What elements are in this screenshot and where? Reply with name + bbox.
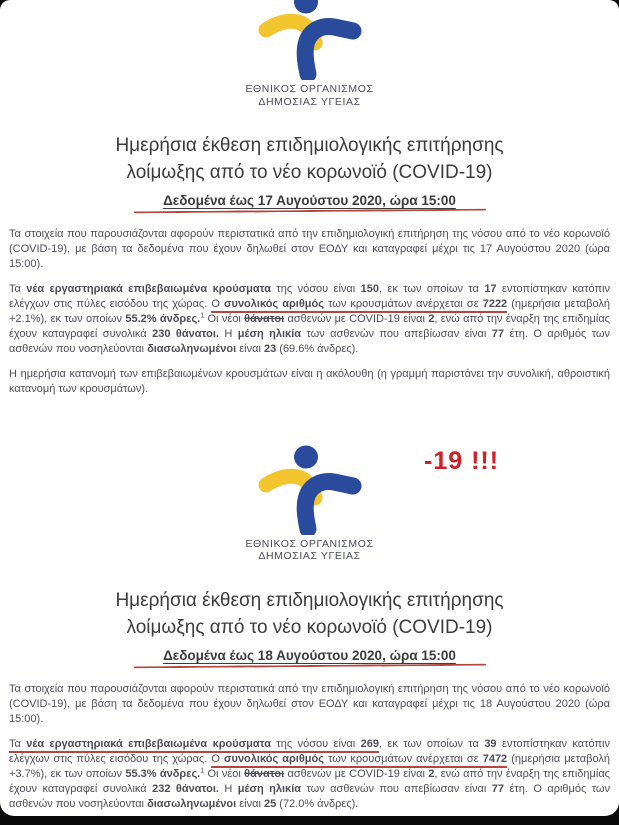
org-name [0, 538, 619, 563]
text-segment: Οι νέοι [204, 312, 245, 325]
text-segment: 25 [263, 797, 277, 810]
text-segment: θάνατοι [244, 767, 285, 780]
report-title-line1: Ημερήσια έκθεση επιδημιολογικής επιτήρησης [115, 589, 504, 611]
handwritten-annotation: -19 !!! [424, 446, 500, 475]
text-segment: Οι νέοι [204, 767, 245, 780]
eody-logo [0, 0, 619, 80]
text-segment: 269 [361, 738, 379, 753]
paragraph-statistics [9, 737, 610, 811]
text-segment: διασωληνωμένοι [147, 342, 237, 355]
paragraph-distribution [9, 367, 610, 397]
text-segment: 150 [360, 283, 379, 296]
text-segment: διασωληνωμένοι [147, 797, 237, 810]
text-segment: 55.3% άνδρες. [125, 767, 201, 780]
report-title [0, 587, 619, 641]
text-segment: Τα [9, 283, 27, 296]
text-segment: 7222 [483, 298, 507, 313]
org-name-line1: ΕΘΝΙΚΟΣ ΟΡΓΑΝΙΣΜΟΣ [245, 537, 374, 550]
text-segment: 39 [484, 738, 497, 751]
text-segment: Τα στοιχεία που παρουσιάζονται αφορούν περιστατικά από την επιδημιολογική επιτήρηση της νόσου από το νέο κορωνοϊό (COVID-19), με βάση τα δεδομένα που έχουν δηλωθεί στον ΕΟΔΥ και καταγραφεί μέχρι τις 18 Αυγούστου 2020 (ώρα 15:00). [9, 682, 610, 725]
report-title-line2: λοίμωξης από το νέο κορωνοϊό (COVID-19) [126, 162, 493, 183]
text-segment: 23 [263, 342, 277, 355]
report-18-aug [0, 443, 619, 811]
org-name-line1: ΕΘΝΙΚΟΣ ΟΡΓΑΝΙΣΜΟΣ [245, 83, 374, 95]
text-segment: συνολικός αριθμός [224, 753, 324, 768]
text-segment: εντοπίστηκαν κατόπιν ελέγχων στις πύλες εισόδου της χώρας. [9, 283, 610, 311]
text-segment: (ημερήσια μεταβολή +2.1%), εκ των οποίων [9, 298, 610, 325]
text-segment: Η ημερήσια κατανομή των επιβεβαιωμένων κρουσμάτων είναι η ακόλουθη (η γραμμή παριστάνει την συνολική, αθροιστική κατανομή των κρουσμάτων). [9, 368, 610, 396]
text-segment: (69.6% άνδρες). [276, 342, 359, 355]
eody-logo-icon [258, 443, 362, 535]
text-segment: νέα εργαστηριακά επιβεβαιωμένα κρούσματα [26, 738, 271, 753]
text-segment: Η [218, 782, 238, 795]
report-17-aug [0, 0, 619, 397]
report-subtitle: Δεδομένα έως 17 Αυγούστου 2020, ώρα 15:00 [163, 193, 456, 208]
text-segment: 230 θάνατοι. [152, 327, 219, 340]
text-segment: Η [218, 327, 238, 340]
text-segment: , ενώ από την έναρξη της επιδημίας έχουν καταγραφεί συνολικά [9, 767, 610, 795]
text-segment: Τα στοιχεία που παρουσιάζονται αφορούν περιστατικά από την επιδημιολογική επιτήρηση της νόσου από το νέο κορωνοϊό (COVID-19), με βάση τα δεδομένα που έχουν δηλωθεί στον ΕΟΔΥ και καταγραφεί μέχρι τις 17 Αυγούστου 2020 (ώρα 15:00). [9, 228, 610, 270]
report-title-line2: λοίμωξης από το νέο κορωνοϊό (COVID-19) [126, 616, 493, 638]
text-segment: , ενώ από την έναρξη της επιδημίας έχουν καταγραφεί συνολικά [9, 312, 610, 340]
text-segment: νέα εργαστηριακά επιβεβαιωμένα κρούσματα [26, 283, 272, 296]
text-segment: ασθενών με COVID-19 είναι [284, 312, 429, 325]
text-segment: 232 θάνατοι. [152, 782, 219, 795]
text-segment: είναι [236, 797, 264, 810]
text-segment: (72.0% άνδρες). [276, 797, 359, 810]
text-segment: , εκ των οποίων τα [378, 738, 485, 751]
report-title [0, 132, 619, 186]
text-segment: θάνατοι [244, 312, 285, 325]
red-underline-annotation [133, 209, 485, 214]
logo-head [294, 0, 318, 14]
text-segment: των κρουσμάτων ανέρχεται σε [324, 298, 483, 313]
text-segment: 2 [428, 312, 435, 325]
text-segment: εντοπίστηκαν κατόπιν ελέγχων στις πύλες εισόδου της χώρας. [9, 738, 610, 766]
text-segment: της νόσου είναι [271, 283, 361, 296]
org-name [0, 83, 619, 108]
text-segment: 17 [484, 283, 497, 296]
text-segment: 77 [491, 327, 505, 340]
text-segment: (ημερήσια μεταβολή +3.7%), εκ των οποίων [9, 753, 610, 780]
text-segment: 55.2% άνδρες. [125, 312, 201, 325]
text-segment: έτη. Ο αριθμός των ασθενών που νοσηλεύονται [9, 782, 611, 810]
text-segment: , εκ των οποίων τα [378, 283, 485, 296]
paragraph-intro [9, 682, 610, 726]
text-segment: 7472 [483, 753, 507, 768]
text-segment: των ασθενών που απεβίωσαν είναι [301, 782, 492, 795]
text-segment: Τα [9, 738, 26, 753]
logo-head [294, 445, 318, 468]
org-name-line2: ΔΗΜΟΣΙΑΣ ΥΓΕΙΑΣ [258, 95, 361, 108]
report-title-line1: Ημερήσια έκθεση επιδημιολογικής επιτήρησης [115, 135, 504, 156]
paragraph-statistics [9, 282, 610, 356]
text-segment: της νόσου είναι [271, 738, 361, 753]
text-segment: συνολικός αριθμός [224, 298, 324, 313]
text-segment: 2 [428, 767, 435, 780]
paragraph-intro [9, 227, 610, 271]
text-segment: είναι [236, 342, 264, 355]
text-segment: 1 [200, 312, 205, 320]
text-segment: Ο [211, 753, 224, 768]
eody-logo [0, 443, 619, 535]
report-subtitle: Δεδομένα έως 18 Αυγούστου 2020, ώρα 15:00 [163, 647, 456, 663]
text-segment: ασθενών με COVID-19 είναι [284, 767, 429, 780]
text-segment: των ασθενών που απεβίωσαν είναι [301, 327, 492, 340]
red-underline-annotation [133, 664, 485, 669]
text-segment: Ο [211, 298, 224, 313]
org-name-line2: ΔΗΜΟΣΙΑΣ ΥΓΕΙΑΣ [258, 550, 361, 563]
eody-logo-icon [258, 0, 362, 80]
text-segment: 1 [200, 767, 205, 775]
text-segment: των κρουσμάτων ανέρχεται σε [324, 753, 483, 768]
text-segment: μέση ηλικία [237, 327, 302, 340]
text-segment: μέση ηλικία [237, 782, 302, 795]
text-segment: 77 [491, 782, 505, 795]
text-segment: έτη. Ο αριθμός των ασθενών που νοσηλεύονται [9, 327, 611, 355]
